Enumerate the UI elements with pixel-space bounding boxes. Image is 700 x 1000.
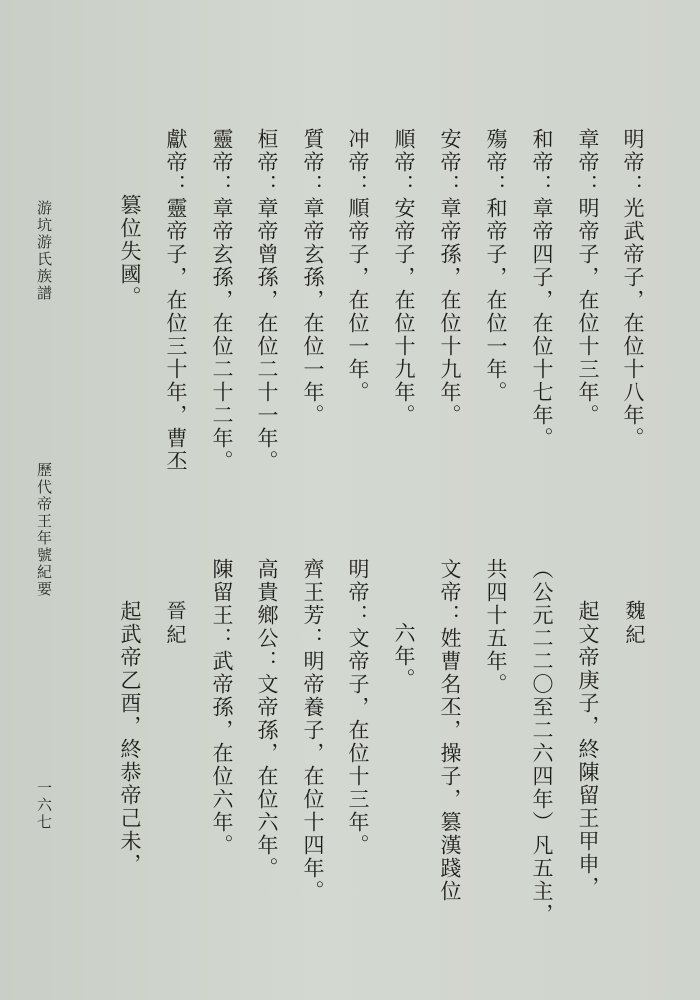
- text-column-jin-range: 起武帝乙酉，終恭帝己未，: [118, 600, 142, 876]
- page-number: 一六七: [35, 780, 53, 831]
- text-column-ming-di: 明帝：光武帝子，在位十八年。: [621, 128, 645, 450]
- text-column-wei-total: 共四十五年。: [484, 558, 508, 696]
- text-column-wen-di-cont: 六年。: [392, 622, 416, 691]
- text-column-he-di: 和帝：章帝四子，在位十七年。: [530, 128, 554, 450]
- book-title: 游坑游氏族譜: [35, 200, 53, 302]
- text-column-ling-di: 靈帝：章帝玄孫，在位二十二年。: [210, 128, 234, 473]
- section-title: 歷代帝王年號紀要: [35, 462, 53, 598]
- text-column-zhi-di: 質帝：章帝玄孫，在位一年。: [301, 128, 325, 427]
- text-column-chong-di: 冲帝：順帝子，在位一年。: [346, 128, 370, 404]
- text-column-huan-di: 桓帝：章帝曾孫，在位二十一年。: [255, 128, 279, 473]
- heading-jin-chronicle: 晉紀: [163, 600, 187, 648]
- text-column-shun-di: 順帝：安帝子，在位十九年。: [392, 128, 416, 427]
- text-column-gao-gui-xiang-gong: 高貴鄉公：文帝孫，在位六年。: [255, 558, 279, 880]
- text-column-chen-liu-wang: 陳留王：武帝孫，在位六年。: [210, 558, 234, 857]
- heading-wei-chronicle: 魏紀: [622, 600, 646, 648]
- text-column-wei-ming-di: 明帝：文帝子，在位十三年。: [346, 558, 370, 857]
- text-column-zhang-di: 章帝：明帝子，在位十三年。: [576, 128, 600, 427]
- text-column-an-di: 安帝：章帝孫，在位十九年。: [438, 128, 462, 427]
- text-column-qi-wang-fang: 齊王芳：明帝養子，在位十四年。: [301, 558, 325, 903]
- text-column-wei-years: （公元二二〇至二六四年）凡五主，: [530, 558, 554, 926]
- text-column-wei-range: 起文帝庚子，終陳留王甲申，: [576, 600, 600, 899]
- text-column-shang-di: 殤帝：和帝子，在位一年。: [484, 128, 508, 404]
- text-column-wen-di: 文帝：姓曹名丕，操子，篡漢踐位: [438, 558, 462, 903]
- text-column-xian-di-cont: 篡位失國。: [118, 194, 142, 309]
- text-column-xian-di: 獻帝：靈帝子，在位三十年，曹丕: [164, 128, 188, 473]
